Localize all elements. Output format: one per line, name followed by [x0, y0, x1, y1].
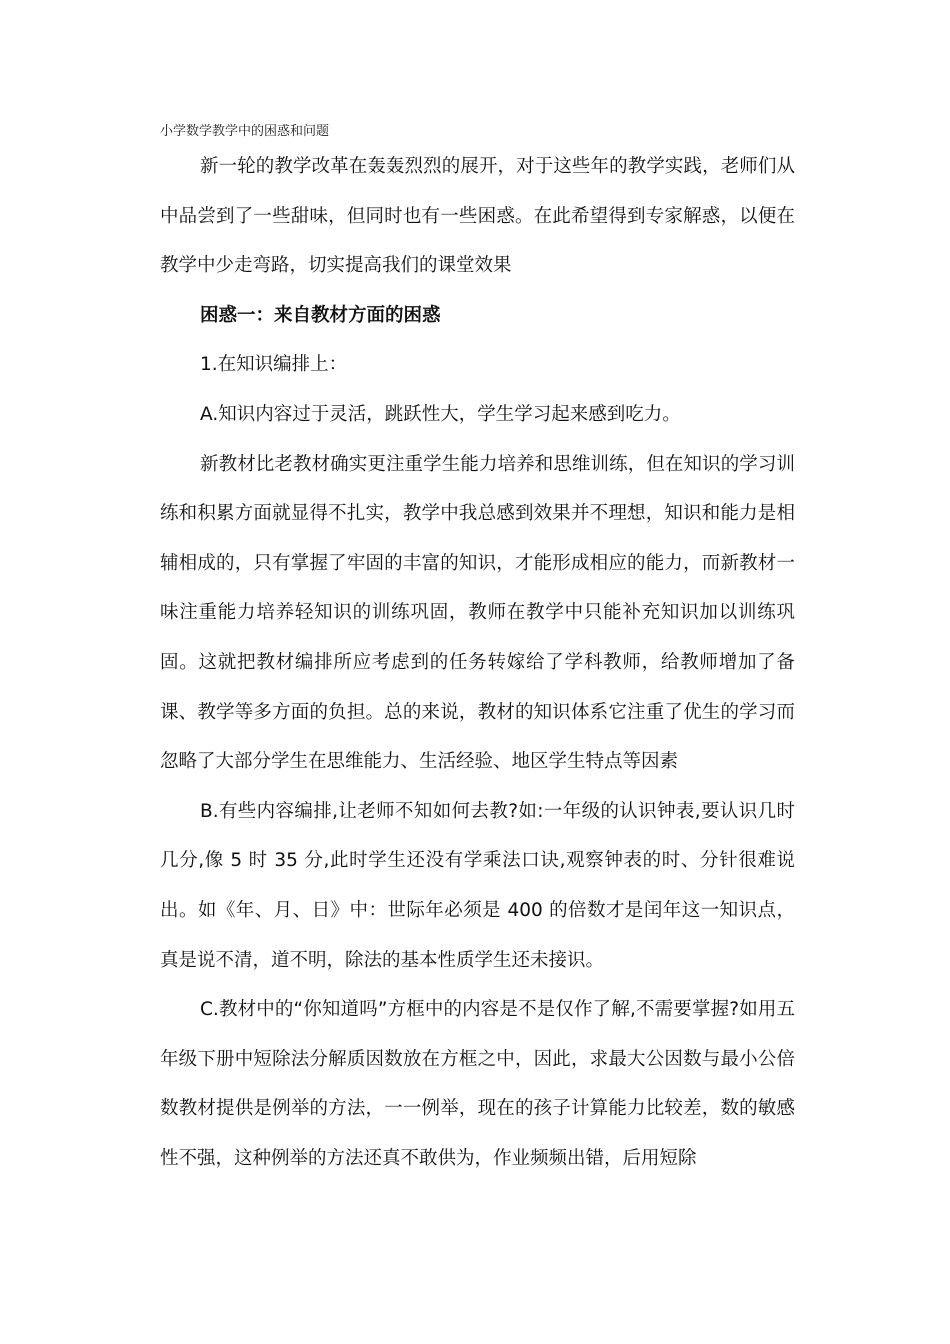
document-body	[160, 142, 795, 1183]
point-c-paragraph: C.教材中的“你知道吗”方框中的内容是不是仅作了解,不需要掌握?如用五年级下册中短除法分解质因数放在方框之中，因此，求最大公因数与最小公倍数教材提供是例举的方法，一一例举，现在的孩子计算能力比较差，数的敏感性不强，这种例举的方法还真不敢供为，作业频频出错，后用短除	[160, 999, 795, 1169]
subsection-heading: 1.在知识编排上：	[200, 354, 348, 376]
point-a-detail-paragraph: 新教材比老教材确实更注重学生能力培养和思维训练，但在知识的学习训练和积累方面就显得不扎实，教学中我总感到效果并不理想，知识和能力是相辅相成的，只有掌握了牢固的丰富的知识，才能形成相应的能力，而新教材一味注重能力培养轻知识的训练巩固，教师在教学中只能补充知识加以训练巩固。这就把教材编排所应考虑到的任务转嫁给了学科教师，给教师增加了备课、教学等多方面的负担。总的来说，教材的知识体系它注重了优生的学习而忽略了大部分学生在思维能力、生活经验、地区学生特点等因素	[160, 453, 795, 773]
intro-paragraph: 新一轮的教学改革在轰轰烈烈的展开，对于这些年的教学实践，老师们从中品尝到了一些甜味，但同时也有一些困惑。在此希望得到专家解惑，以便在教学中少走弯路，切实提高我们的课堂效果	[160, 156, 795, 277]
point-a-paragraph: A.知识内容过于灵活，跳跃性大，学生学习起来感到吃力。	[200, 403, 681, 425]
point-b-paragraph: B.有些内容编排,让老师不知如何去教?如:一年级的认识钟表,要认识几时几分,像 5 时 35 分,此时学生还没有学乘法口诀,观察钟表的时、分针很难说出。如《年、月、日》中：世际年必须是 400 的倍数才是闰年这一知识点，真是说不清，道不明，除法的基本性质学生还未接识。	[160, 800, 795, 971]
section-heading: 困惑一：来自教材方面的困惑	[200, 304, 441, 326]
document-title: 小学数学教学中的困惑和问题	[160, 124, 330, 139]
